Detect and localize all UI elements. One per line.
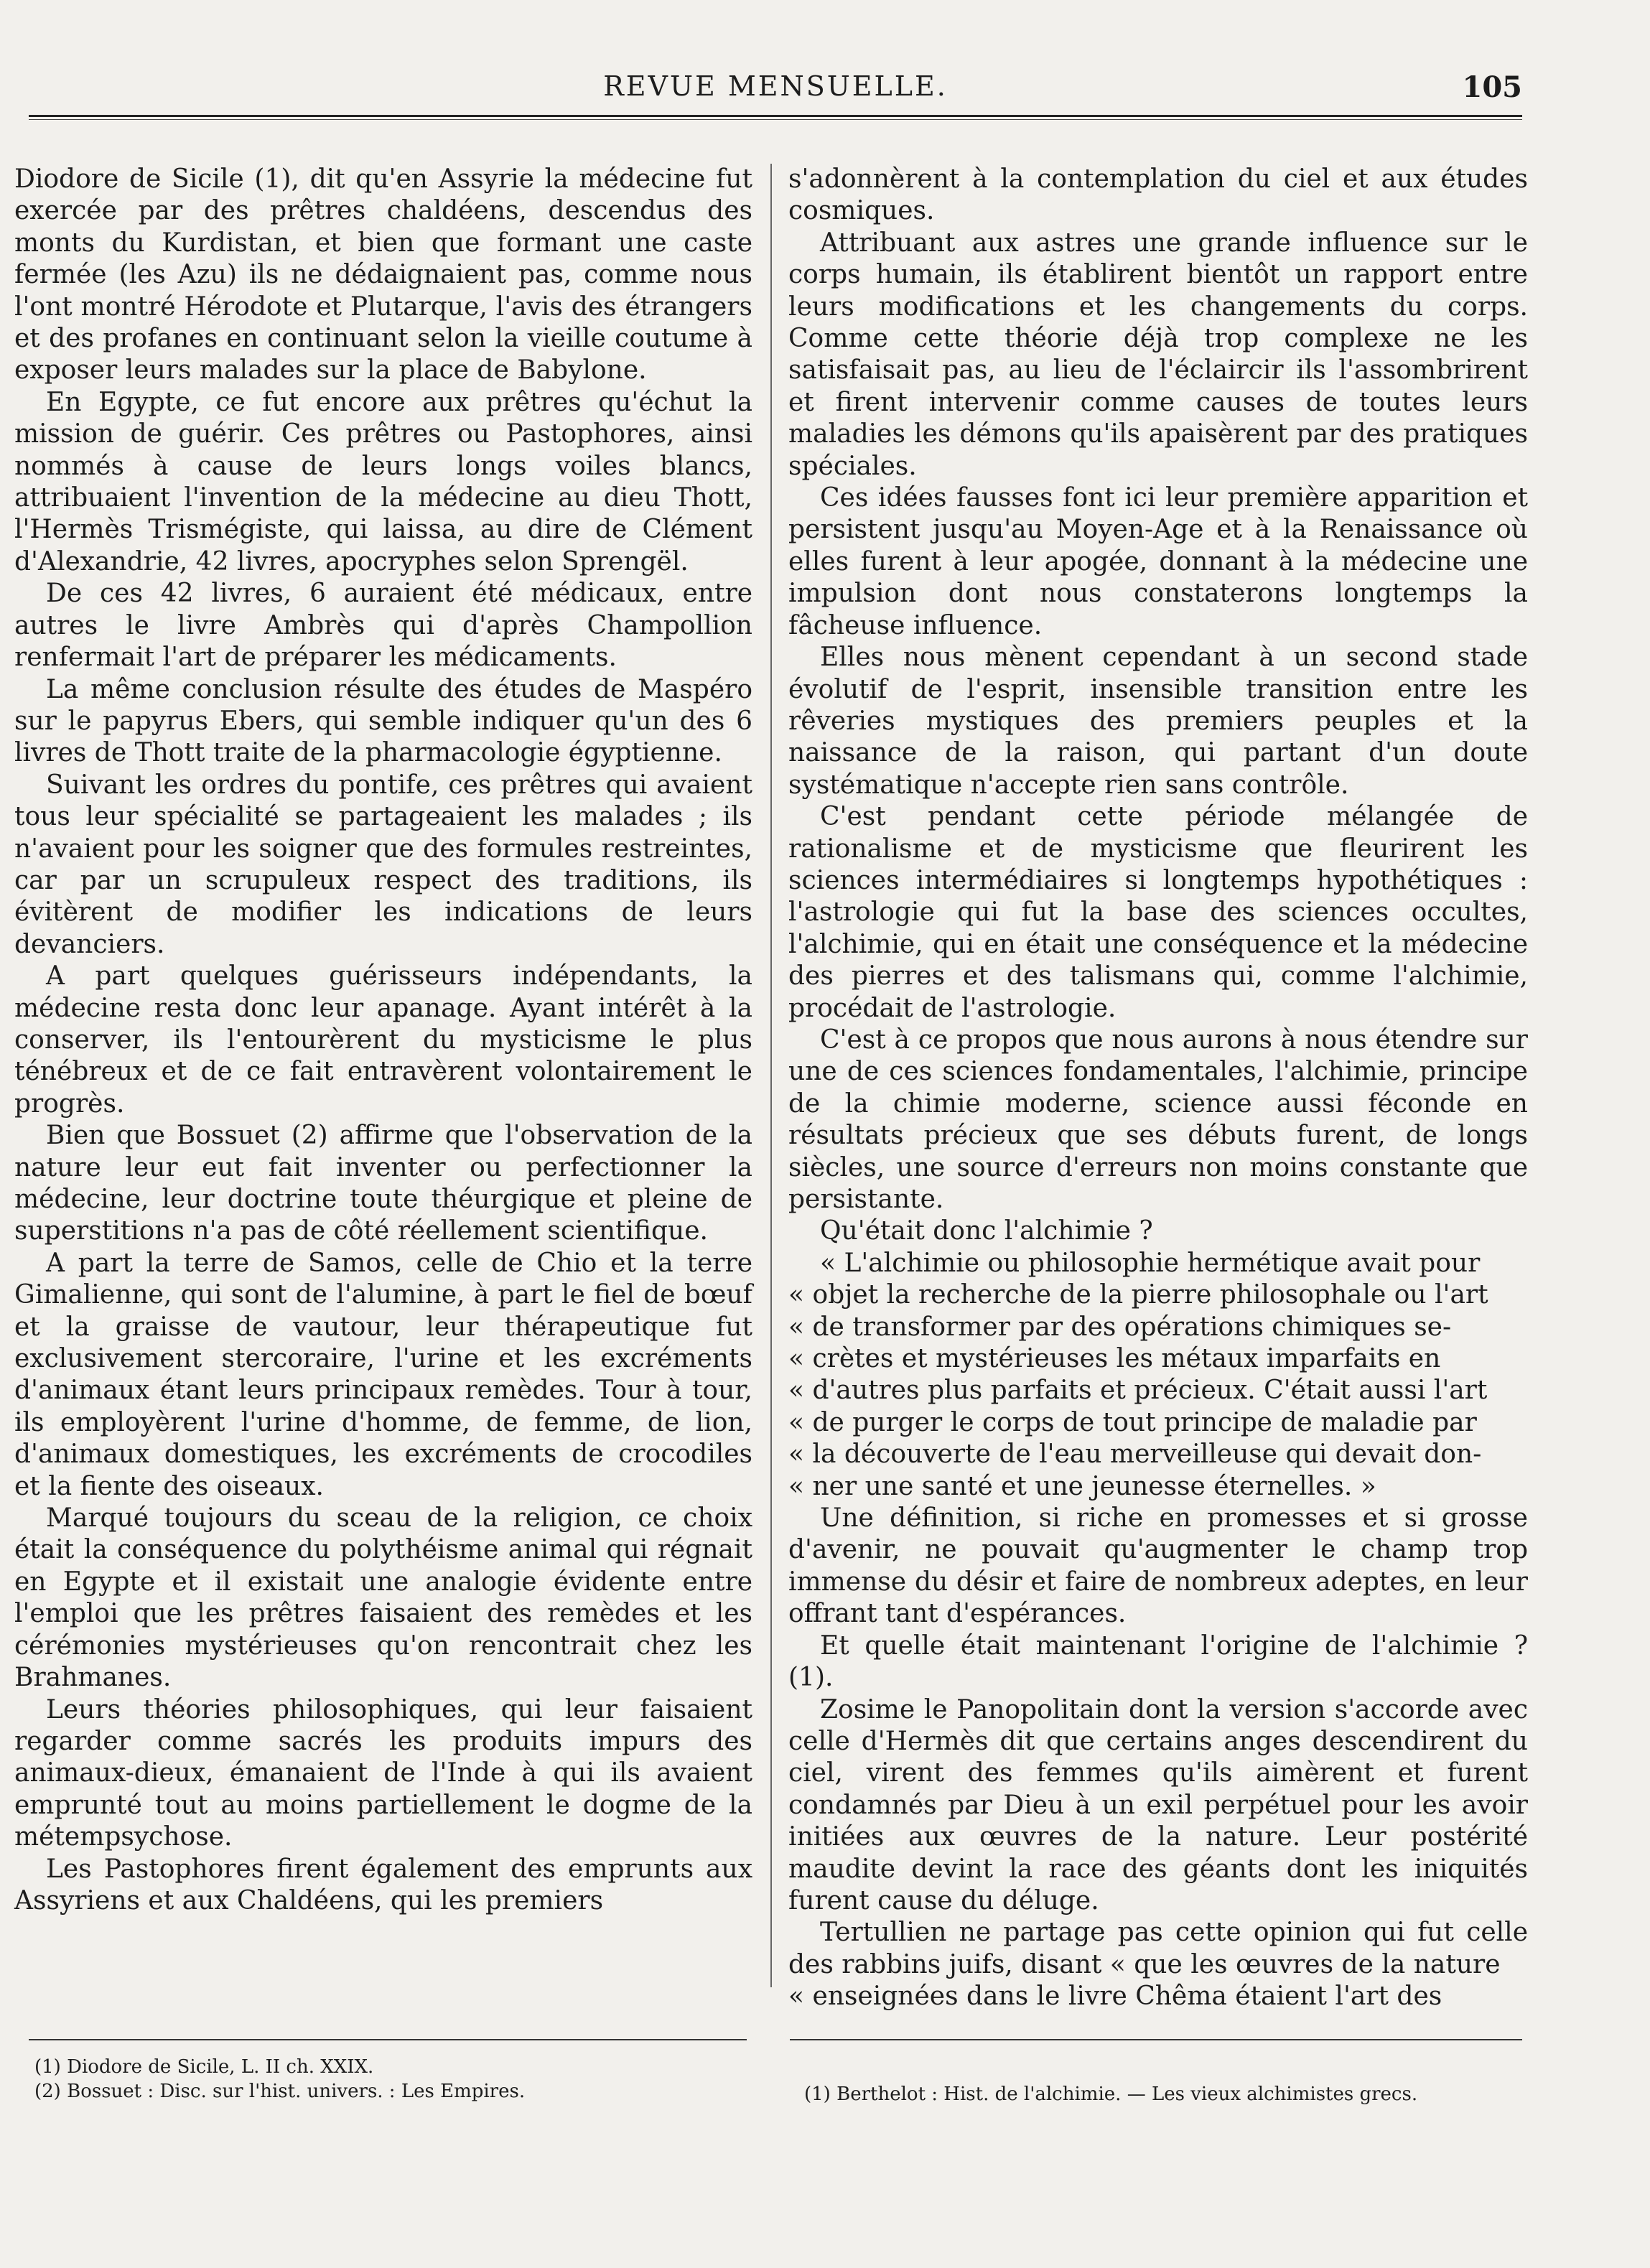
journal-title: REVUE MENSUELLE. <box>603 70 948 102</box>
left-column <box>14 164 752 1917</box>
right-column-paragraph: s'adonnèrent à la contemplation du ciel et aux études cosmiques. <box>788 164 1528 226</box>
right-column-paragraph: « crètes et mystérieuses les métaux imparfaits en <box>788 1344 1441 1374</box>
right-column-paragraph: « ner une santé et une jeunesse éternelles. » <box>788 1471 1376 1501</box>
right-column-paragraph: Et quelle était maintenant l'origine de l'alchimie ? (1). <box>788 1630 1528 1693</box>
right-column-paragraph: « d'autres plus parfaits et précieux. C'était aussi l'art <box>788 1376 1488 1406</box>
left-column-paragraph: La même conclusion résulte des études de Maspéro sur le papyrus Ebers, qui semble indiquer qu'un des 6 livres de Thott traite de la pharmacologie égyptienne. <box>14 674 752 768</box>
footnote: (2) Bossuet : Disc. sur l'hist. univers. : Les Empires. <box>34 2081 526 2102</box>
right-column-paragraph: « la découverte de l'eau merveilleuse qui devait don- <box>788 1439 1482 1470</box>
right-column-paragraph: « de transformer par des opérations chimiques se- <box>788 1312 1452 1342</box>
right-column-paragraph: Une définition, si riche en promesses et si grosse d'avenir, ne pouvait qu'augmenter le champ trop immense du désir et faire de nombreux adeptes, en leur offrant tant d'espérances. <box>788 1503 1528 1629</box>
footnote-rule-left <box>29 2039 747 2040</box>
page-number: 105 <box>1462 70 1522 104</box>
left-column-paragraph: Marqué toujours du sceau de la religion, ce choix était la conséquence du polythéisme animal qui régnait en Egypte et il existait une analogie évidente entre l'emploi que les prêtres faisaient des remèdes et les cérémonies mystérieuses qu'on rencontrait chez les Brahmanes. <box>14 1503 752 1693</box>
right-column-paragraph: C'est pendant cette période mélangée de rationalisme et de mysticisme que fleurirent les sciences intermédiaires si longtemps hypothétiques : l'astrologie qui fut la base des sciences occultes, l'alchimie, qui en était une conséquence et la médecine des pierres et des talismans qui, comme l'alchimie, procédait de l'astrologie. <box>788 802 1528 1023</box>
running-header <box>29 70 1522 105</box>
left-column-paragraph: A part la terre de Samos, celle de Chio et la terre Gimalienne, qui sont de l'alumine, à part le fiel de bœuf et la graisse de vautour, leur thérapeutique fut exclusivement stercoraire, l'urine et les excréments d'animaux étant leurs principaux remèdes. Tour à tour, ils employèrent l'urine d'homme, de femme, de lion, d'animaux domestiques, les excréments de crocodiles et la fiente des oiseaux. <box>14 1248 752 1501</box>
right-column <box>788 164 1528 2013</box>
right-column-paragraph: « objet la recherche de la pierre philosophale ou l'art <box>788 1280 1488 1310</box>
right-column-paragraph: Elles nous mènent cependant à un second stade évolutif de l'esprit, insensible transition entre les rêveries mystiques des premiers peuples et la naissance de la raison, qui partant d'un doute systématique n'accepte rien sans contrôle. <box>788 643 1528 800</box>
left-column-paragraph: Diodore de Sicile (1), dit qu'en Assyrie la médecine fut exercée par des prêtres chaldéens, descendus des monts du Kurdistan, et bien que formant une caste fermée (les Azu) ils ne dédaignaient pas, comme nous l'ont montré Hérodote et Plutarque, l'avis des étrangers et des profanes en continuant selon la vieille coutume à exposer leurs malades sur la place de Babylone. <box>14 164 752 386</box>
footnote: (1) Diodore de Sicile, L. II ch. XXIX. <box>34 2056 374 2078</box>
right-column-paragraph: « enseignées dans le livre Chêma étaient l'art des <box>788 1982 1442 2012</box>
left-column-paragraph: Leurs théories philosophiques, qui leur faisaient regarder comme sacrés les produits impurs des animaux-dieux, émanaient de l'Inde à qui ils avaient emprunté tout au moins partiellement le dogme de la métempsychose. <box>14 1694 752 1852</box>
right-column-paragraph: Zosime le Panopolitain dont la version s'accorde avec celle d'Hermès dit que certains anges descendirent du ciel, virent des femmes qu'ils aimèrent et furent condamnés par Dieu à un exil perpétuel pour les avoir initiées aux œuvres de la nature. Leur postérité maudite devint la race des géants dont les iniquités furent cause du déluge. <box>788 1694 1528 1915</box>
footnotes-left <box>34 2055 745 2104</box>
left-column-paragraph: A part quelques guérisseurs indépendants, la médecine resta donc leur apanage. Ayant intérêt à la conserver, ils l'entourèrent du mysticisme le plus ténébreux et de ce fait entravèrent volontairement le progrès. <box>14 961 752 1119</box>
right-column-paragraph: « L'alchimie ou philosophie hermétique avait pour <box>820 1248 1481 1278</box>
footnote-rule-right <box>790 2039 1522 2040</box>
right-column-paragraph: Ces idées fausses font ici leur première apparition et persistent jusqu'au Moyen-Age et à la Renaissance où elles furent à leur apogée, donnant à la médecine une impulsion dont nous constaterons longtemps la fâcheuse influence. <box>788 483 1528 640</box>
column-divider <box>770 164 772 1987</box>
right-column-paragraph: C'est à ce propos que nous aurons à nous étendre sur une de ces sciences fondamentales, l'alchimie, principe de la chimie moderne, science aussi féconde en résultats précieux que ses débuts furent, de longs siècles, une source d'erreurs non moins constante que persistante. <box>788 1025 1528 1214</box>
left-column-paragraph: En Egypte, ce fut encore aux prêtres qu'échut la mission de guérir. Ces prêtres ou Pastophores, ainsi nommés à cause de leurs longs voiles blancs, attribuaient l'invention de la médecine au dieu Thott, l'Hermès Trismégiste, qui laissa, au dire de Clément d'Alexandrie, 42 livres, apocryphes selon Sprengël. <box>14 387 752 577</box>
header-rule <box>29 115 1522 120</box>
left-column-paragraph: Bien que Bossuet (2) affirme que l'observation de la nature leur eut fait inventer ou perfectionner la médecine, leur doctrine toute théurgique et pleine de superstitions n'a pas de côté réellement scientifique. <box>14 1121 752 1246</box>
footnote: (1) Berthelot : Hist. de l'alchimie. — Les vieux alchimistes grecs. <box>804 2083 1418 2105</box>
right-column-paragraph: Tertullien ne partage pas cette opinion qui fut celle des rabbins juifs, disant « que les œuvres de la nature <box>788 1918 1528 1979</box>
right-column-paragraph: Qu'était donc l'alchimie ? <box>820 1216 1153 1246</box>
right-column-paragraph: Attribuant aux astres une grande influence sur le corps humain, ils établirent bientôt un rapport entre leurs modifications et les changements du corps. Comme cette théorie déjà trop complexe ne les satisfaisait pas, au lieu de l'éclaircir ils l'assombrirent et firent intervenir comme causes de toutes leurs maladies les démons qu'ils apaisèrent par des pratiques spéciales. <box>788 228 1528 481</box>
footnotes-right <box>804 2082 1522 2106</box>
left-column-paragraph: Les Pastophores firent également des emprunts aux Assyriens et aux Chaldéens, qui les premiers <box>14 1854 752 1915</box>
right-column-paragraph: « de purger le corps de tout principe de maladie par <box>788 1407 1477 1437</box>
left-column-paragraph: Suivant les ordres du pontife, ces prêtres qui avaient tous leur spécialité se partageaient les malades ; ils n'avaient pour les soigner que des formules restreintes, car par un scrupuleux respect des traditions, ils évitèrent de modifier les indications de leurs devanciers. <box>14 770 752 959</box>
left-column-paragraph: De ces 42 livres, 6 auraient été médicaux, entre autres le livre Ambrès qui d'après Champollion renfermait l'art de préparer les médicaments. <box>14 579 752 673</box>
